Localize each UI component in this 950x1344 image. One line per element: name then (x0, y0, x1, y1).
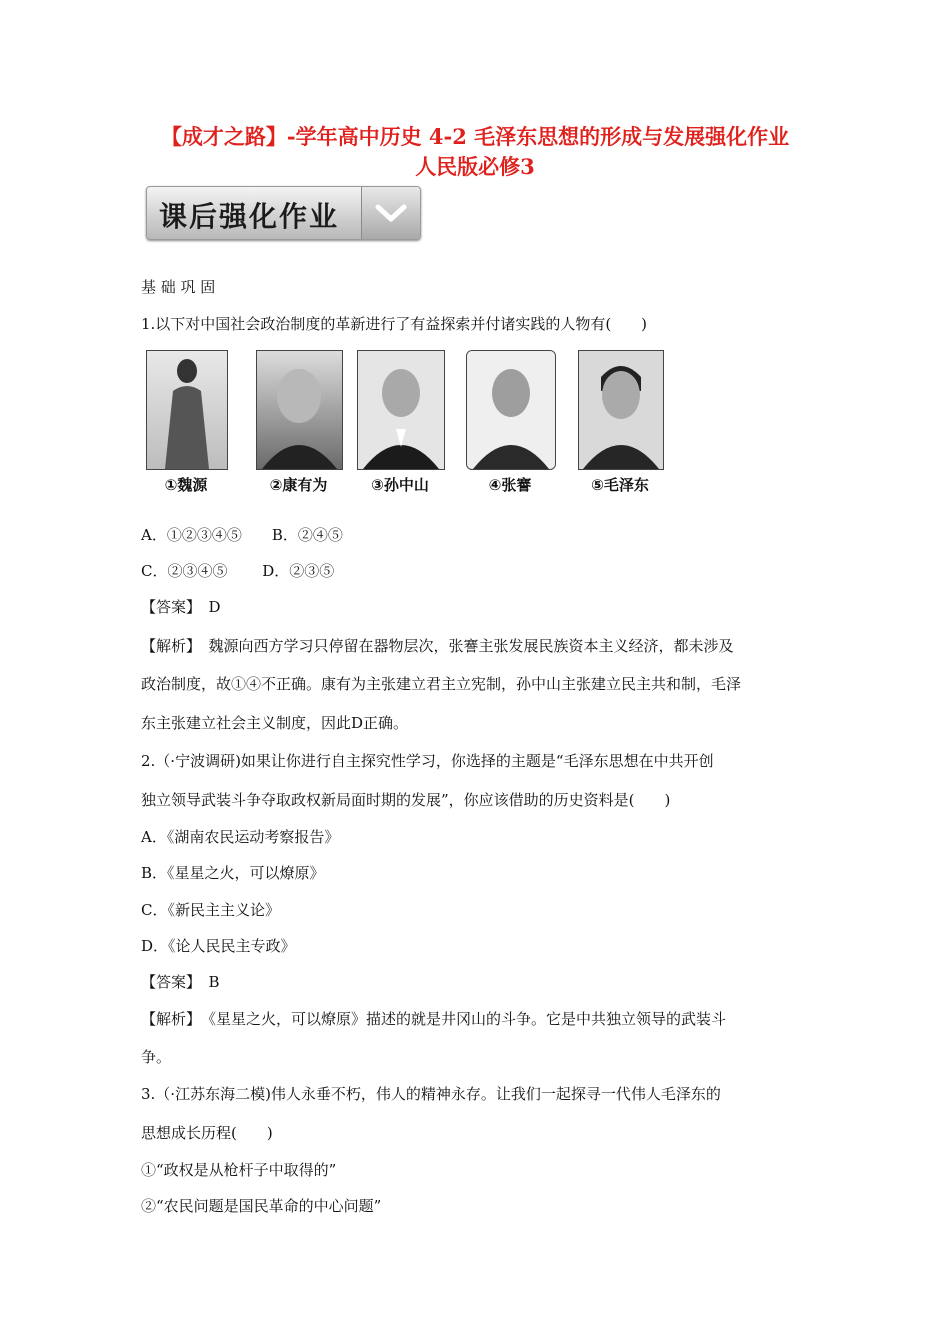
chevron-down-icon (361, 187, 420, 239)
caption-2: ②康有为 (269, 476, 328, 494)
section-banner (146, 186, 421, 240)
portrait-maozedong (578, 350, 664, 470)
q2-answer: 【答案】 B (141, 973, 220, 991)
q1-explanation-3: 东主张建立社会主义制度，因此D正确。 (141, 714, 409, 732)
caption-1: ①魏源 (164, 476, 208, 494)
q1-options-cd: C．②③④⑤ D．②③⑤ (141, 562, 335, 580)
q1-explanation-2: 政治制度，故①④不正确。康有为主张建立君主立宪制，孙中山主张建立民主共和制，毛泽 (141, 675, 742, 693)
section-heading: 基 础 巩 固 (141, 278, 216, 296)
q1-options-ab: A．①②③④⑤ B．②④⑤ (141, 526, 343, 544)
doc-title-line2: 人民版必修3 (415, 154, 535, 179)
q2-explanation-2: 争。 (141, 1048, 172, 1066)
doc-title-line1: 【成才之路】-学年高中历史 4-2 毛泽东思想的形成与发展强化作业 (160, 124, 790, 149)
q2-explanation-1: 【解析】 《星星之火，可以燎原》描述的就是井冈山的斗争。它是中共独立领导的武装斗 (141, 1010, 727, 1028)
q1-answer: 【答案】 D (141, 598, 221, 616)
portrait-sunzhongshan (357, 350, 445, 470)
q3-item-2: ②“农民问题是国民革命的中心问题” (141, 1197, 382, 1215)
q3-item-1: ①“政权是从枪杆子中取得的” (141, 1161, 337, 1179)
q1-stem: 1.以下对中国社会政治制度的革新进行了有益探索并付诸实践的人物有( ) (141, 315, 648, 333)
caption-5: ⑤毛泽东 (591, 476, 649, 494)
banner-label: 课后强化作业 (159, 200, 340, 233)
portrait-zhangjian (466, 350, 556, 470)
q2-stem-2: 独立领导武装斗争夺取政权新局面时期的发展”，你应该借助的历史资料是( ) (141, 791, 671, 809)
q1-explanation-1: 【解析】 魏源向西方学习只停留在器物层次，张謇主张发展民族资本主义经济，都未涉及 (141, 637, 734, 655)
q2-option-d: D．《论人民民主专政》 (141, 937, 296, 955)
q2-option-c: C．《新民主主义论》 (141, 901, 280, 919)
q2-stem-1: 2.（·宁波调研)如果让你进行自主探究性学习，你选择的主题是“毛泽东思想在中共开创 (141, 752, 714, 770)
portrait-kangyouwei (256, 350, 343, 470)
caption-4: ④张謇 (488, 476, 532, 494)
q2-option-b: B．《星星之火，可以燎原》 (141, 864, 325, 882)
portrait-weiyuan (146, 350, 228, 470)
q3-stem-2: 思想成长历程( ) (141, 1124, 273, 1142)
q2-option-a: A．《湖南农民运动考察报告》 (141, 828, 340, 846)
caption-3: ③孙中山 (371, 476, 429, 494)
q3-stem-1: 3.（·江苏东海二模)伟人永垂不朽，伟人的精神永存。让我们一起探寻一代伟人毛泽东的 (141, 1085, 721, 1103)
